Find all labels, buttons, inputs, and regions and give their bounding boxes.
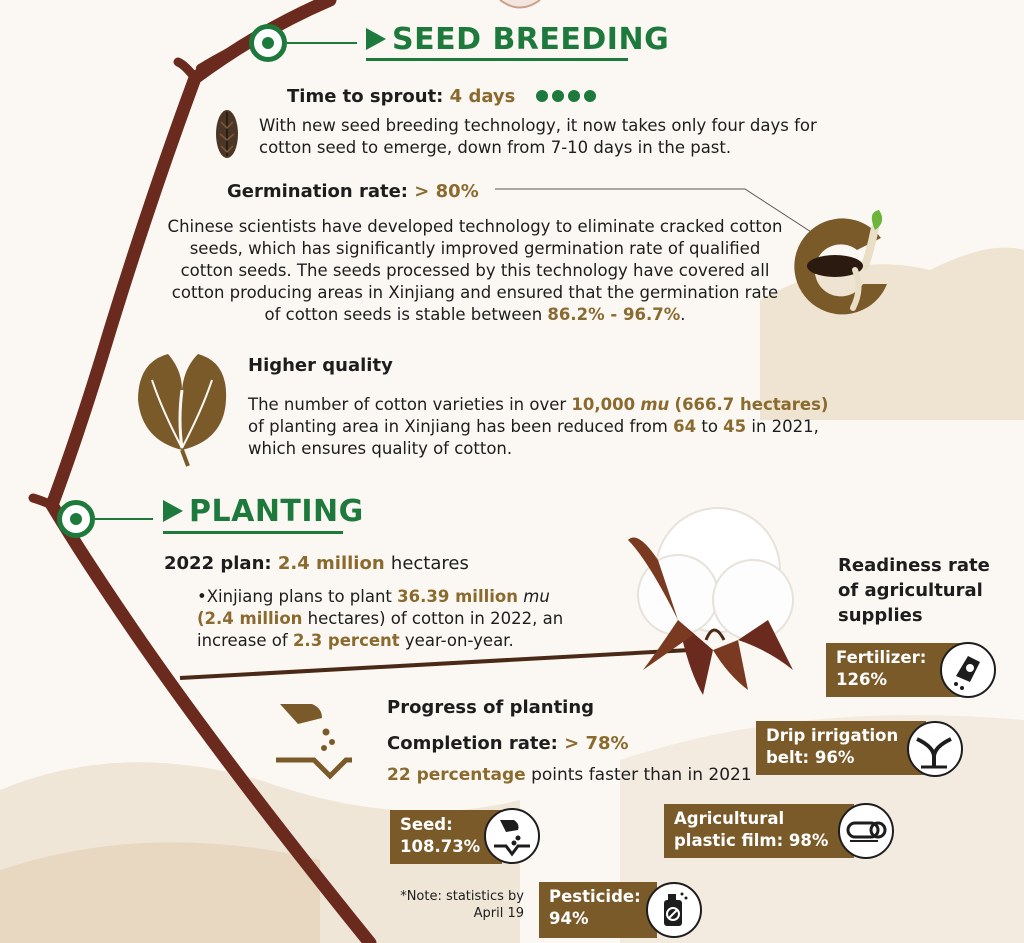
- sprout-dots-icon: [536, 86, 600, 107]
- triangle-icon: [163, 500, 183, 522]
- seed-breeding-node-icon: [249, 24, 287, 62]
- quality-heading: Higher quality: [248, 355, 393, 376]
- pesticide-icon: [646, 882, 702, 938]
- seed-breeding-connector: [287, 42, 357, 44]
- note-text: *Note: statistics by April 19: [400, 889, 524, 921]
- plastic-film-value: 98%: [788, 831, 829, 850]
- seed-box: Seed: 108.73%: [390, 810, 502, 864]
- cotton-boll-icon: [132, 350, 232, 470]
- seed-breeding-title: SEED BREEDING: [366, 22, 669, 57]
- progress-heading: Progress of planting: [387, 697, 595, 718]
- germination-heading: Germination rate: > 80%: [227, 181, 479, 202]
- drip-irrigation-box: Drip irrigation belt: 96%: [756, 721, 926, 775]
- planting-node-icon: [57, 500, 95, 538]
- quality-text: The number of cotton varieties in over 10,000 mu (666.7 hectares) of planting area in Xinjiang has been reduced from 64 to 45 in 2021, which ensures quality of cotton.: [248, 395, 829, 458]
- germinating-seed-icon: [783, 208, 903, 318]
- germination-text: Chinese scientists have developed technology to eliminate cracked cotton seeds, which has significantly improved germination rate of qualified cotton seeds. The seeds processed by this technology have covered all cotton producing areas in Xinjiang and ensured that the germination rate of cotton seeds is stable between 86.2% - 96.7%.: [167, 217, 783, 324]
- plan-heading: 2022 plan: 2.4 million hectares: [164, 553, 469, 574]
- planting-underline: [163, 531, 343, 534]
- triangle-icon: [366, 28, 386, 50]
- plastic-film-box: Agricultural plastic film: 98%: [664, 804, 854, 858]
- seed-planting-icon: [274, 700, 354, 780]
- pesticide-box: Pesticide: 94%: [539, 882, 657, 938]
- fertilizer-icon: [940, 642, 996, 698]
- cotton-seed-icon: [212, 108, 242, 160]
- drip-irrigation-value: 96%: [814, 748, 855, 767]
- plastic-film-icon: [838, 803, 894, 859]
- faster-text: 22 percentage points faster than in 2021: [387, 765, 752, 785]
- plan-bullet-text: •Xinjiang plans to plant 36.39 million mu (2.4 million hectares) of cotton in 2022, an increase of 2.3 percent year-on-year.: [197, 587, 564, 650]
- readiness-heading: Readiness rate of agricultural supplies: [838, 555, 990, 626]
- drip-irrigation-icon: [907, 721, 963, 777]
- planting-connector: [95, 518, 153, 520]
- seed-breeding-underline: [366, 58, 628, 61]
- planting-title: PLANTING: [163, 494, 364, 529]
- cotton-flower-illustration: [618, 500, 818, 700]
- sprout-heading: Time to sprout: 4 days: [287, 86, 600, 107]
- fertilizer-box: Fertilizer: 126%: [826, 643, 966, 697]
- completion-heading: Completion rate: > 78%: [387, 733, 629, 754]
- sprout-text: With new seed breeding technology, it now takes only four days for cotton seed to emerge, down from 7-10 days in the past.: [259, 116, 817, 157]
- seed-icon: [484, 808, 540, 864]
